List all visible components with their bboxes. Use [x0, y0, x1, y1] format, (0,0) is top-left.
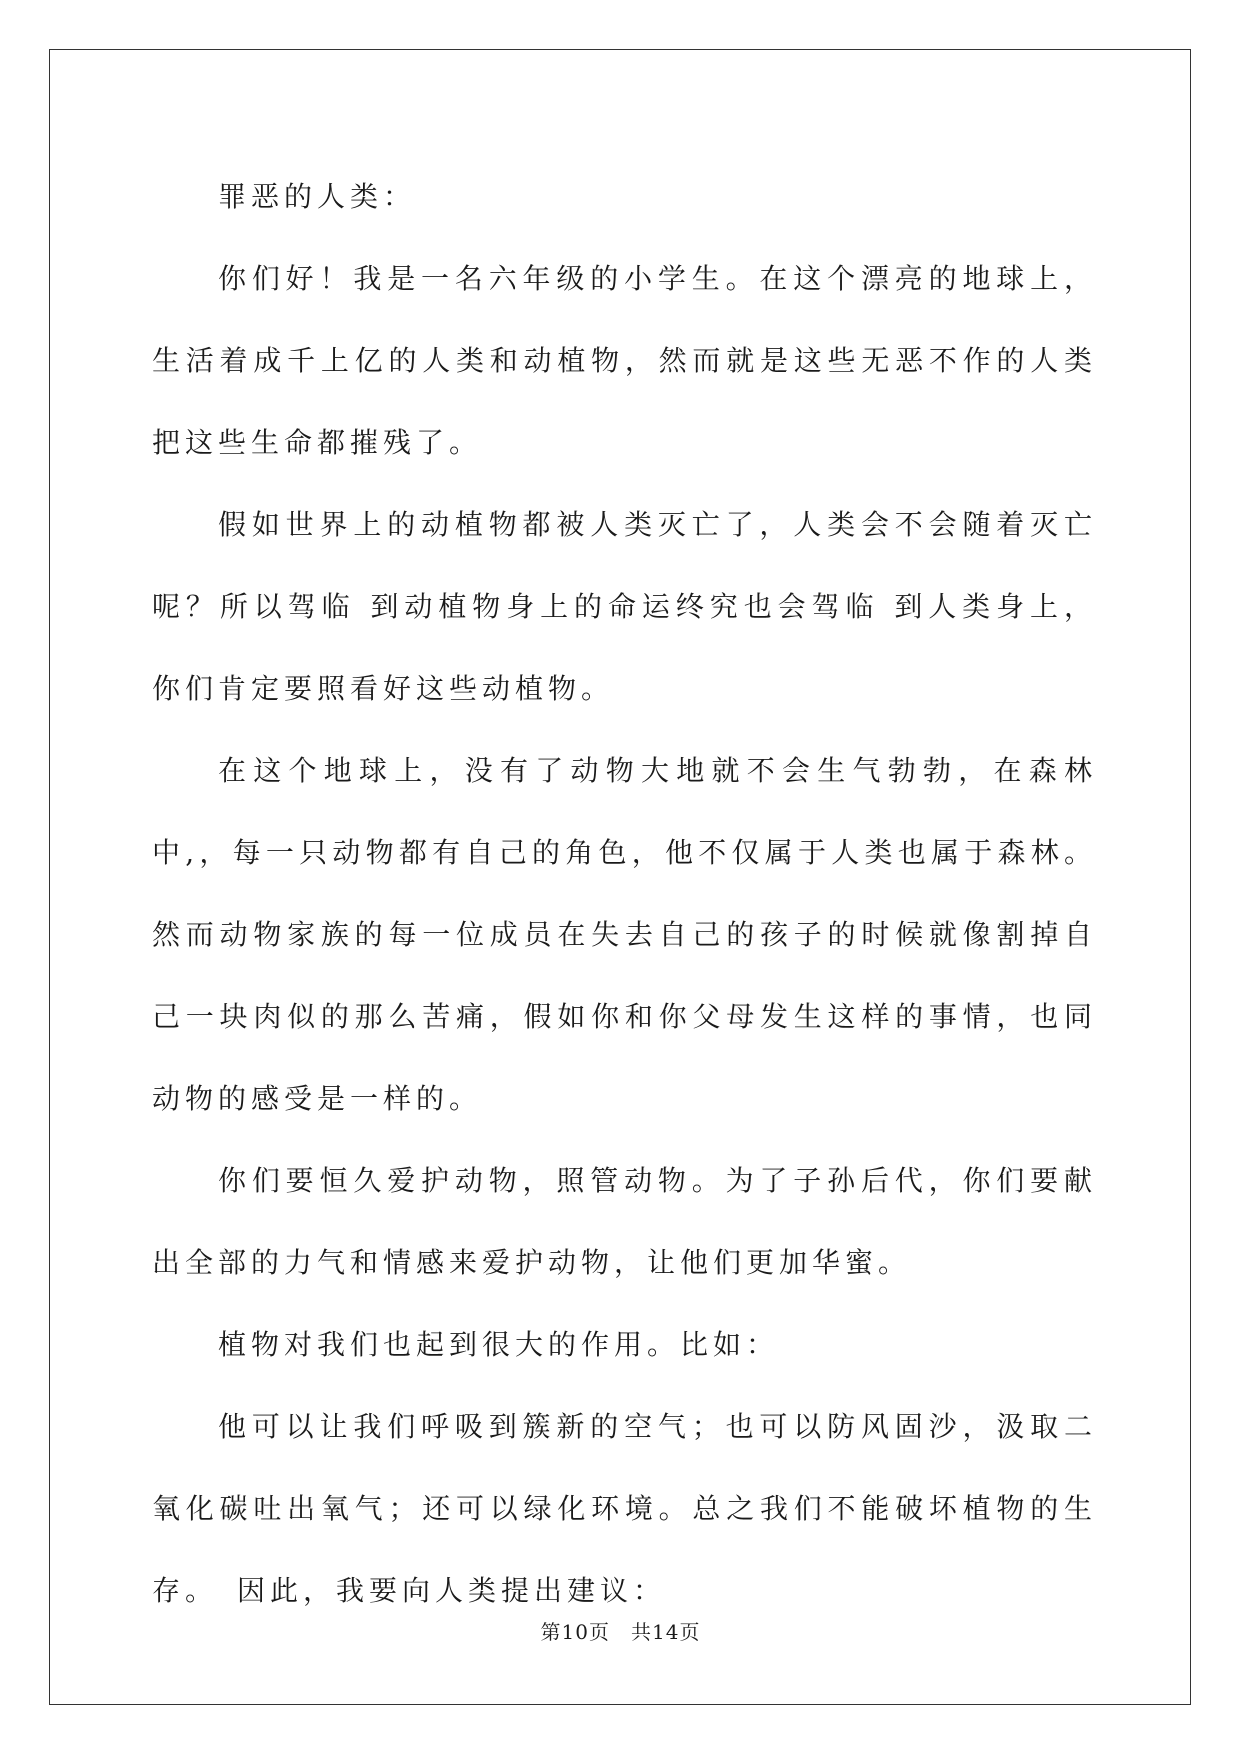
paragraph: 你们要恒久爱护动物，照管动物。为了子孙后代，你们要献出全部的力气和情感来爱护动物，让他们更加华蜜。 [152, 1164, 1097, 1279]
page-number-footer: 第10页 共14页 [540, 1620, 701, 1644]
paragraph-salutation: 罪恶的人类： [218, 180, 417, 213]
paragraph: 他可以让我们呼吸到簇新的空气；也可以防风固沙，汲取二氧化碳吐出氧气；还可以绿化环境。总之我们不能破坏植物的生存。 因此，我要向人类提出建议： [152, 1410, 1097, 1607]
paragraph: 你们好！我是一名六年级的小学生。在这个漂亮的地球上，生活着成千上亿的人类和动植物，然而就是这些无恶不作的人类把这些生命都摧残了。 [152, 262, 1097, 459]
paragraph: 假如世界上的动植物都被人类灭亡了，人类会不会随着灭亡呢？所以驾临 到动植物身上的命运终究也会驾临 到人类身上，你们肯定要照看好这些动植物。 [152, 508, 1097, 705]
paragraph: 在这个地球上，没有了动物大地就不会生气勃勃，在森林中,，每一只动物都有自己的角色，他不仅属于人类也属于森林。然而动物家族的每一位成员在失去自己的孩子的时候就像割掉自己一块肉似的那么苦痛，假如你和你父母发生这样的事情，也同动物的感受是一样的。 [152, 754, 1097, 1115]
paragraph: 植物对我们也起到很大的作用。比如： [218, 1328, 780, 1361]
document-body [152, 156, 1097, 1632]
